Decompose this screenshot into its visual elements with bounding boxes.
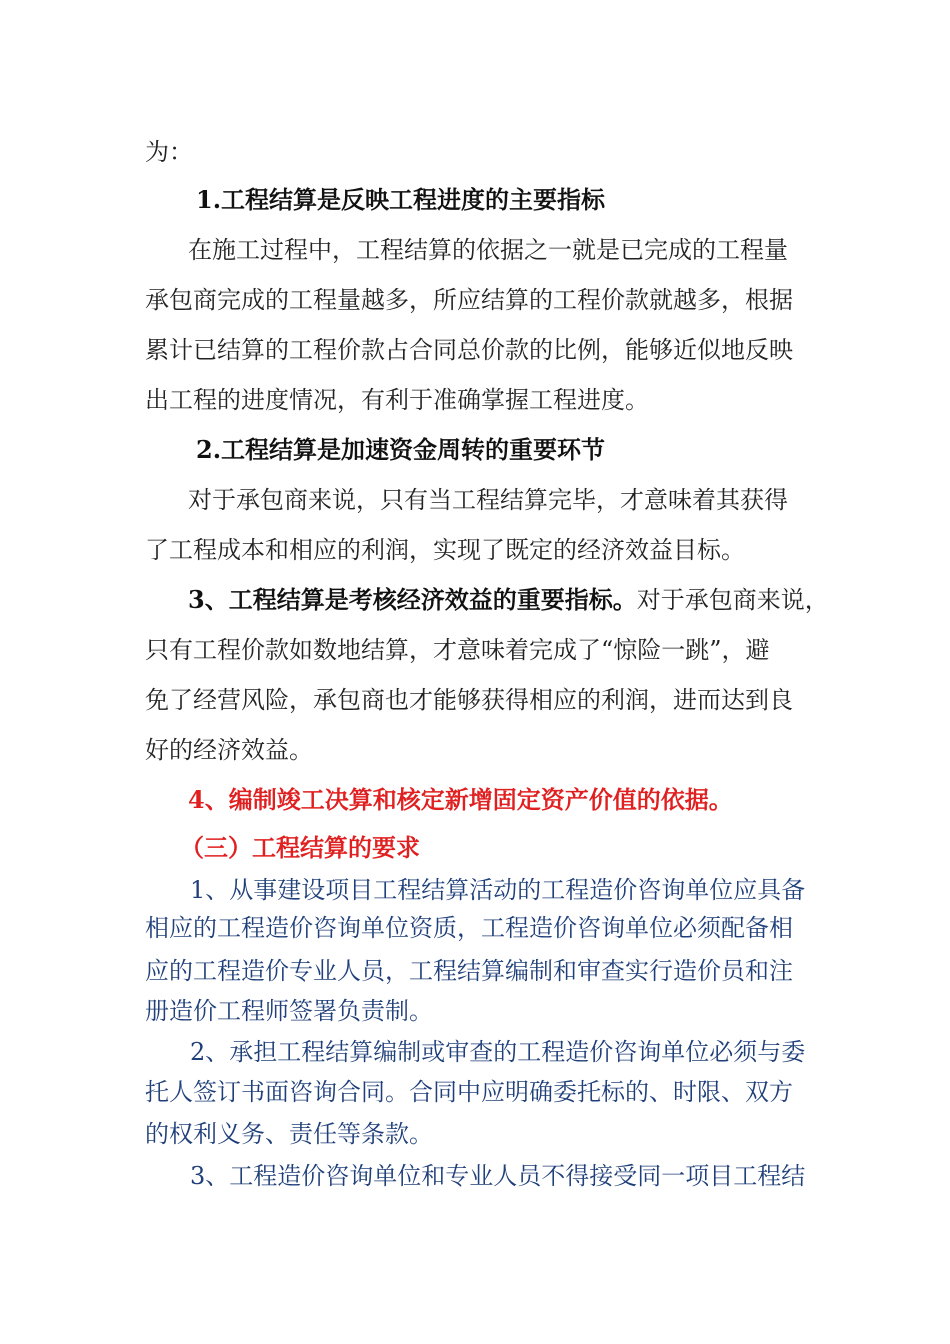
section3-line-3: 好的经济效益。 bbox=[145, 736, 313, 764]
section3-line-2: 免了经营风险，承包商也才能够获得相应的利润，进而达到良 bbox=[145, 686, 793, 714]
requirement2-line-2: 托人签订书面咨询合同。合同中应明确委托标的、时限、双方 bbox=[145, 1078, 793, 1106]
section1-line-2: 承包商完成的工程量越多，所应结算的工程价款就越多，根据 bbox=[145, 286, 793, 314]
requirement2-line-3: 的权利义务、责任等条款。 bbox=[145, 1120, 433, 1148]
section1-heading: 1.工程结算是反映工程进度的主要指标 bbox=[196, 185, 606, 214]
section2-line-2: 了工程成本和相应的利润，实现了既定的经济效益目标。 bbox=[145, 536, 745, 564]
intro-text: 为： bbox=[145, 138, 193, 166]
section2-heading: 2.工程结算是加速资金周转的重要环节 bbox=[196, 435, 606, 464]
requirements-heading: （三）工程结算的要求 bbox=[180, 833, 420, 862]
requirement1-line-2: 相应的工程造价咨询单位资质，工程造价咨询单位必须配备相 bbox=[145, 914, 793, 942]
section4-heading: 4、编制竣工决算和核定新增固定资产价值的依据。 bbox=[188, 785, 733, 814]
requirement1-line-1: 1、从事建设项目工程结算活动的工程造价咨询单位应具备 bbox=[190, 876, 806, 904]
requirement1-line-4: 册造价工程师签署负责制。 bbox=[145, 997, 433, 1025]
section1-line-4: 出工程的进度情况，有利于准确掌握工程进度。 bbox=[145, 386, 649, 414]
section3-first-line-rest: 对于承包商来说， bbox=[636, 586, 829, 614]
section1-line-1: 在施工过程中，工程结算的依据之一就是已完成的工程量 bbox=[188, 236, 788, 264]
section3-heading: 3、工程结算是考核经济效益的重要指标。 bbox=[188, 585, 637, 614]
requirement2-line-1: 2、承担工程结算编制或审查的工程造价咨询单位必须与委 bbox=[190, 1038, 806, 1066]
section1-line-3: 累计已结算的工程价款占合同总价款的比例，能够近似地反映 bbox=[145, 336, 793, 364]
requirement3-line-1: 3、工程造价咨询单位和专业人员不得接受同一项目工程结 bbox=[190, 1162, 806, 1190]
section3-first-line bbox=[188, 584, 829, 616]
section2-line-1: 对于承包商来说，只有当工程结算完毕，才意味着其获得 bbox=[188, 486, 788, 514]
section3-line-1: 只有工程价款如数地结算，才意味着完成了“惊险一跳”，避 bbox=[145, 636, 770, 664]
requirement1-line-3: 应的工程造价专业人员，工程结算编制和审查实行造价员和注 bbox=[145, 957, 793, 985]
